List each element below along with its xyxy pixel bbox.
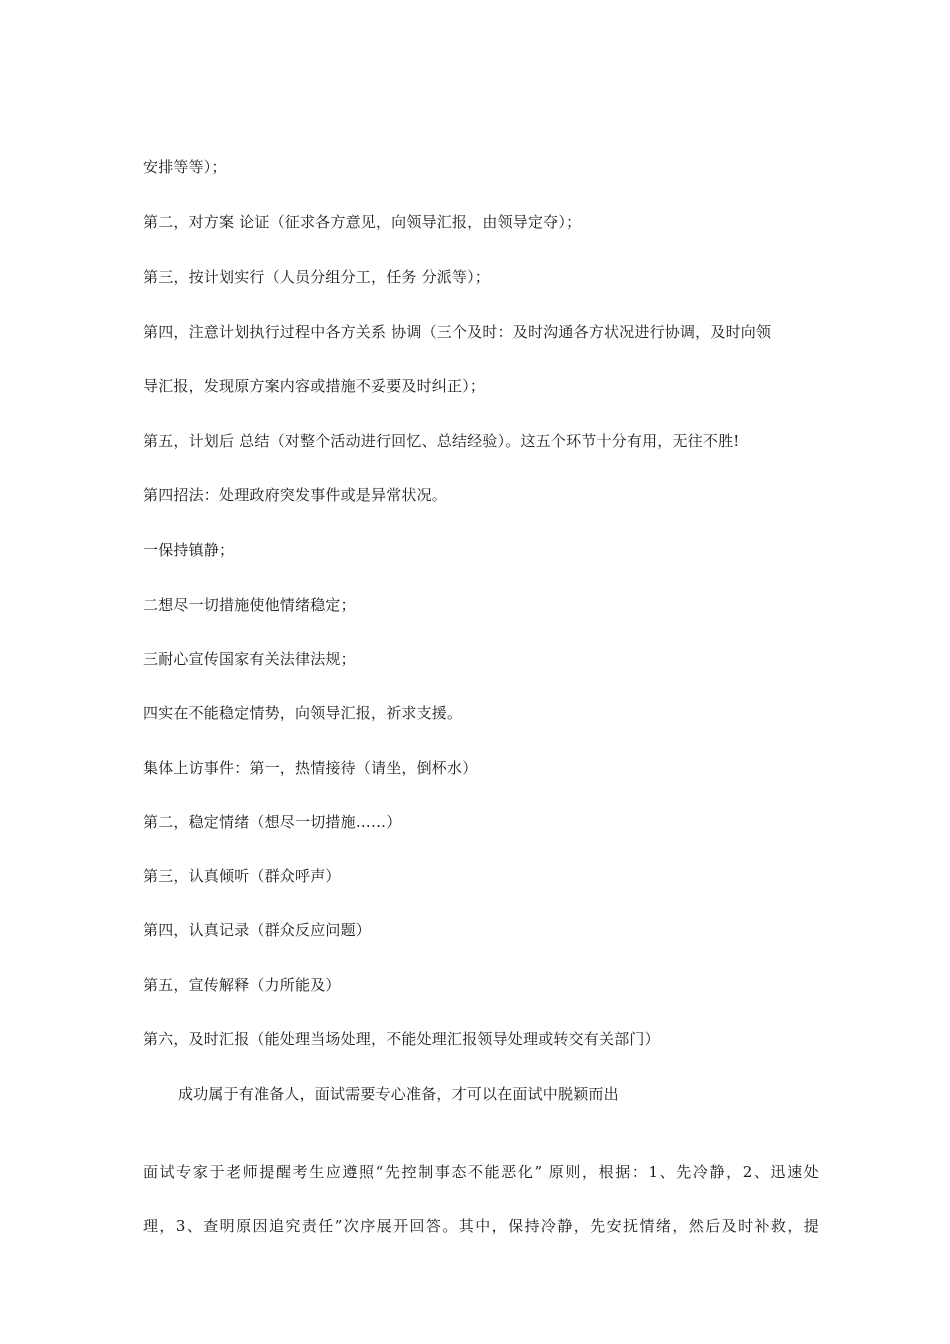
text-line: 第二，对方案 论证（征求各方意见，向领导汇报，由领导定夺）； [143,213,582,231]
text-line: 第三，按计划实行（人员分组分工，任务 分派等）； [143,268,491,286]
text-line: 第六，及时汇报（能处理当场处理，不能处理汇报领导处理或转交有关部门） [143,1030,660,1048]
section-heading: 第四招法：处理政府突发事件或是异常状况。 [143,486,448,504]
text-line: 第五，宣传解释（力所能及） [143,976,341,994]
text-line: 四实在不能稳定情势，向领导汇报，祈求支援。 [143,704,463,722]
text-line: 理，3、查明原因追究责任”次序展开回答。其中，保持冷静，先安抚情绪，然后及时补救，提 [143,1217,819,1235]
text-line: 第三，认真倾听（群众呼声） [143,867,341,885]
text-line: 集体上访事件：第一，热情接待（请坐，倒杯水） [143,759,478,777]
text-line: 第四，注意计划执行过程中各方关系 协调（三个及时：及时沟通各方状况进行协调，及时向领 [143,323,772,341]
text-line: 第四，认真记录（群众反应问题） [143,921,372,939]
text-line: 面试专家于老师提醒考生应遵照“先控制事态不能恶化” 原则，根据：1、先冷静，2、迅速处 [143,1163,819,1181]
text-line: 三耐心宣传国家有关法律法规； [143,650,356,668]
text-line: 二想尽一切措施使他情绪稳定； [143,596,356,614]
text-line: 一保持镇静； [143,541,235,559]
text-line: 导汇报，发现原方案内容或措施不妥要及时纠正）； [143,377,486,395]
text-line: 第二，稳定情绪（想尽一切措施……） [143,813,402,831]
text-line: 安排等等）； [143,158,227,176]
text-line: 第五，计划后 总结（对整个活动进行回忆、总结经验）。这五个环节十分有用，无往不胜! [143,432,740,450]
indented-paragraph: 成功属于有准备人，面试需要专心准备，才可以在面试中脱颖而出 [178,1085,619,1103]
